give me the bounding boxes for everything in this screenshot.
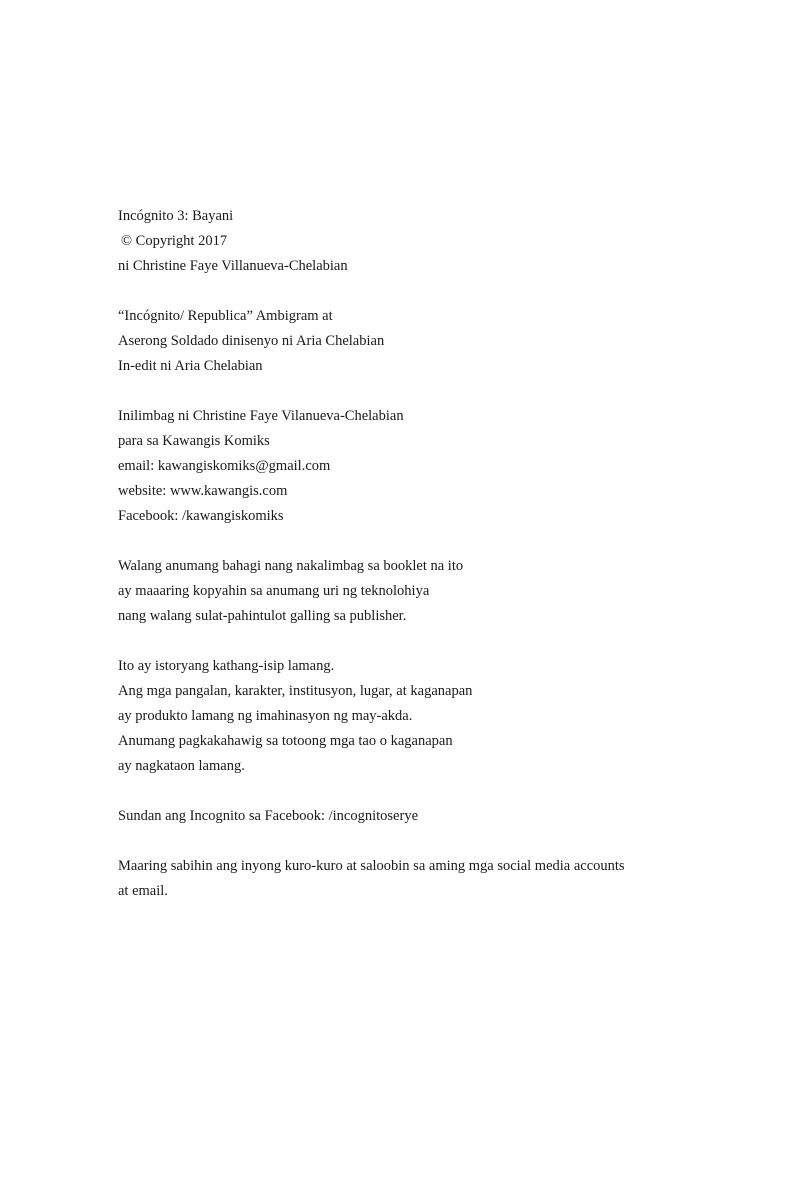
design-credits-block	[118, 304, 758, 379]
follow-line: Sundan ang Incognito sa Facebook: /incognitoserye	[118, 808, 419, 824]
publisher-block	[118, 404, 758, 529]
publisher-line-2: para sa Kawangis Komiks	[118, 433, 270, 449]
design-line-3: In-edit ni Aria Chelabian	[118, 358, 263, 374]
feedback-block	[118, 854, 758, 904]
disclaimer-line-3: ay produkto lamang ng imahinasyon ng may-akda.	[118, 708, 413, 724]
rights-block	[118, 554, 758, 629]
follow-block	[118, 804, 758, 829]
disclaimer-line-1: Ito ay istoryang kathang-isip lamang.	[118, 658, 335, 674]
design-line-2: Aserong Soldado dinisenyo ni Aria Chelabian	[118, 333, 385, 349]
publisher-website: website: www.kawangis.com	[118, 483, 288, 499]
book-title: Incógnito 3: Bayani	[118, 208, 234, 224]
publisher-line-1: Inilimbag ni Christine Faye Vilanueva-Chelabian	[118, 408, 404, 424]
author-line: ni Christine Faye Villanueva-Chelabian	[118, 258, 348, 274]
rights-line-3: nang walang sulat-pahintulot galling sa publisher.	[118, 608, 407, 624]
feedback-line-1: Maaring sabihin ang inyong kuro-kuro at saloobin sa aming mga social media accounts	[118, 858, 625, 874]
disclaimer-line-4: Anumang pagkakahawig sa totoong mga tao o kaganapan	[118, 733, 453, 749]
publisher-email: email: kawangiskomiks@gmail.com	[118, 458, 331, 474]
rights-line-1: Walang anumang bahagi nang nakalimbag sa booklet na ito	[118, 558, 464, 574]
disclaimer-line-5: ay nagkataon lamang.	[118, 758, 245, 774]
design-line-1: “Incógnito/ Republica” Ambigram at	[118, 308, 333, 324]
page-content	[118, 204, 758, 929]
feedback-line-2: at email.	[118, 883, 168, 899]
rights-line-2: ay maaaring kopyahin sa anumang uri ng teknolohiya	[118, 583, 430, 599]
disclaimer-block	[118, 654, 758, 779]
publisher-facebook: Facebook: /kawangiskomiks	[118, 508, 284, 524]
copyright-line: © Copyright 2017	[121, 233, 228, 249]
disclaimer-line-2: Ang mga pangalan, karakter, institusyon, lugar, at kaganapan	[118, 683, 473, 699]
credits-block	[118, 204, 758, 279]
